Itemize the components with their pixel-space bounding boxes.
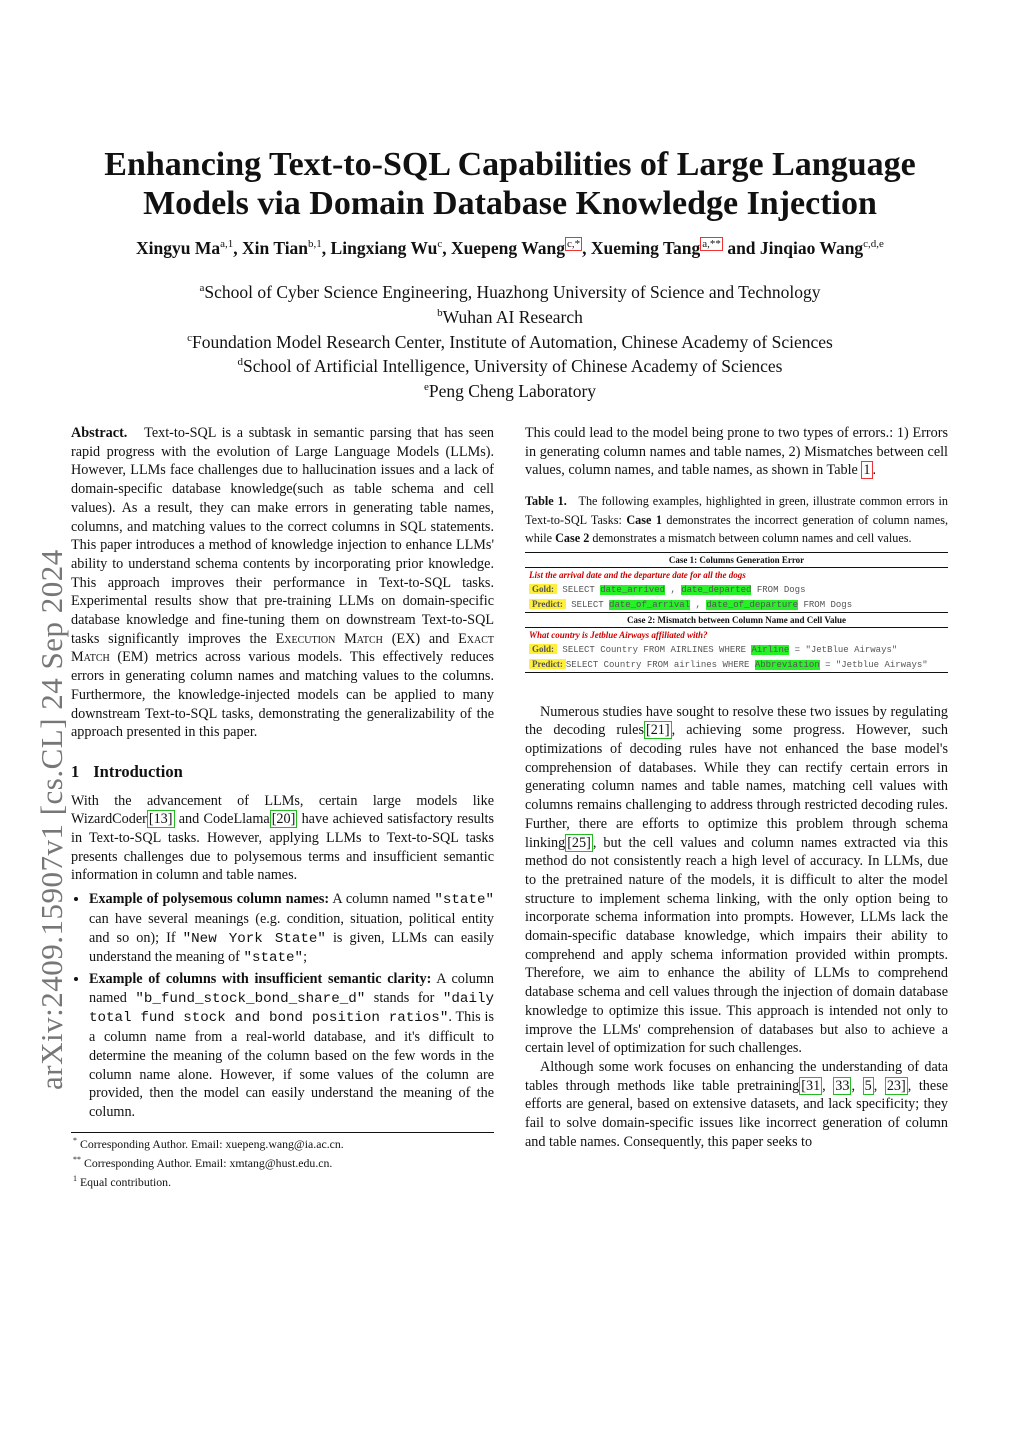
footnote-mark: * bbox=[73, 1135, 77, 1145]
predict-tag: Predict: bbox=[529, 599, 566, 609]
citation-link[interactable]: [25] bbox=[567, 834, 591, 851]
sql-text: SELECT Country FROM airlines WHERE bbox=[565, 659, 755, 670]
body-text: stands for bbox=[365, 989, 443, 1006]
body-text: is given, LLMs can easily understand the meaning of bbox=[89, 929, 495, 966]
sql-text: , bbox=[665, 584, 682, 595]
body-text: , these efforts are general, based on extensive datasets, and lack specificity; they fail to solve domain-specific issues like incorrect generation of column and table names. Consequently, this paper seeks to bbox=[525, 1077, 949, 1150]
author-name: Jinqiao Wang bbox=[759, 238, 864, 258]
body-text: . This is a column name from a real-world database, and it's difficult to determine the meaning of the column based on the few words in the column name alone. However, if some values of the column are provided, then the model can easily understand the meaning of the column. bbox=[89, 1009, 494, 1120]
code-term: "New York State" bbox=[182, 930, 326, 947]
affiliation bbox=[60, 377, 960, 402]
sql-text: = "JetBlue Airways" bbox=[789, 644, 898, 655]
table-row bbox=[525, 552, 948, 567]
left-column bbox=[71, 424, 494, 1191]
affiliation bbox=[60, 303, 960, 328]
caption-text: The following examples, highlighted in green, illustrate common errors in Text-to-SQL Tasks: bbox=[525, 494, 949, 527]
affiliation-text: Peng Cheng Laboratory bbox=[428, 381, 597, 402]
footnote-text: Corresponding Author. Email: xuepeng.wang@ia.ac.cn. bbox=[79, 1136, 344, 1151]
example-list bbox=[71, 890, 494, 1121]
code-term: "state" bbox=[243, 950, 304, 967]
author-list: Xingyu Ma$^{a,1}$, Xin Tian$^{b,1}$, Lingxiang Wu$^c$, Xuepeng Wang $^{c,*}$ , Xueming Tang $^{a,**}$ and Jinqiao Wang$^{c,d,e}$ bbox=[136, 238, 884, 258]
highlighted-column: Abbreviation bbox=[754, 659, 820, 670]
affiliation-mark: a bbox=[199, 282, 205, 294]
arxiv-identifier: arXiv:2409.15907v1 [cs.CL] 24 Sep 2024 bbox=[34, 549, 69, 1090]
body-text: , but the cell values and column names extracted via this method do not consistently reach a high level of accuracy. In LLMs, due to the pretrained nature of the models, it is difficult to alter the model structure to implement schema linking, with the only option being to incorporate schema information into prompts. However, LLMs lack the domain-specific database knowledge, which impairs their ability to comprehend and apply schema information provided within prompts. Therefore, we aim to enhance the ability of LLMs to comprehend database schema and cell values through the injection of domain database knowledge to optimize this issue. This approach is intended not only to improve the LLMs' comprehension of databases but also to achieve a certain level of optimization for such challenges. bbox=[525, 834, 948, 1057]
section-title: Introduction bbox=[93, 761, 183, 781]
body-text: This could lead to the model being prone to two types of errors.: 1) Errors in generating column names and table names, 2) Mismatches between cell values, column names, and table names, as shown in Table bbox=[525, 425, 948, 479]
code-term: "daily total fund stock and bond position ratios" bbox=[89, 990, 494, 1027]
citation-link[interactable]: [13] bbox=[148, 811, 173, 828]
section-number: 1 bbox=[71, 761, 80, 781]
author-name: Lingxiang Wu bbox=[330, 238, 438, 258]
predict-tag: Predict: bbox=[529, 659, 566, 669]
footnote-text: Equal contribution. bbox=[79, 1175, 172, 1190]
table-caption bbox=[525, 492, 948, 548]
citation-link[interactable]: [31 bbox=[801, 1077, 821, 1094]
affiliation bbox=[60, 352, 960, 377]
body-text: , achieving some progress. However, such optimizations of decoding rules have not enhanced the base model's comprehension of databases. While they can rectify certain errors in generating column names and table names, matching cell values with columns remains challenging to address through restricted decoding rules. Further, there are efforts to optimize this problem through schema linking bbox=[525, 722, 949, 851]
affiliation-mark: c bbox=[187, 331, 193, 344]
caption-bold: Case 2 bbox=[555, 531, 590, 546]
affiliation-text: Foundation Model Research Center, Institute of Automation, Chinese Academy of Sciences bbox=[192, 331, 833, 352]
table-row bbox=[525, 597, 948, 613]
table-row bbox=[525, 567, 948, 582]
author-affil-mark: c,d,e bbox=[863, 238, 884, 251]
abstract-text: (EM) metrics across various models. This effectively reduces errors in generating column names and matching values to the columns. Furthermore, the knowledge-injected models can be applied to many downstream Text-to-SQL tasks, demonstrating the generalizability of the approach presented in this paper. bbox=[71, 649, 494, 741]
body-paragraph: Although some work focuses on enhancing the understanding of data tables through methods like table pretraining [31 , 33 , 5 , 23] , these efforts are general, based on extensive datasets, and lack specificity; they fail to solve domain-specific issues like incorrect generation of column and table names. Consequently, this paper seeks to bbox=[525, 1058, 949, 1150]
body-text: and CodeLlama bbox=[174, 811, 270, 828]
affiliation bbox=[60, 278, 960, 303]
citation-link[interactable]: [21] bbox=[645, 722, 670, 739]
footnote bbox=[73, 1171, 494, 1190]
code-term: "state" bbox=[434, 892, 494, 909]
table-row bbox=[525, 657, 948, 673]
affiliation-text: Wuhan AI Research bbox=[442, 306, 583, 327]
author-name: Xin Tian bbox=[242, 238, 309, 258]
footnote-text: Corresponding Author. Email: xmtang@hust.edu.cn. bbox=[83, 1155, 333, 1170]
caption-text: demonstrates a mismatch between column names and cell values. bbox=[589, 531, 912, 546]
right-column bbox=[525, 424, 948, 1151]
case-header: Case 1: Columns Generation Error bbox=[525, 552, 948, 567]
affiliation-mark: b bbox=[437, 306, 443, 319]
affiliation-text: School of Cyber Science Engineering, Huazhong University of Science and Technology bbox=[204, 281, 821, 302]
case-question: What country is Jetblue Airways affiliated with? bbox=[525, 627, 948, 642]
body-text: A column named bbox=[89, 970, 495, 1006]
body-text: Numerous studies have sought to resolve these two issues by regulating the decoding rules bbox=[525, 703, 948, 739]
section-heading-introduction bbox=[71, 763, 494, 782]
highlighted-column: date_of_arrival bbox=[609, 599, 691, 610]
abstract-label: Abstract. bbox=[71, 425, 128, 441]
paper-title: Enhancing Text-to-SQL Capabilities of Large Language Models via Domain Database Knowledge Injection bbox=[104, 146, 916, 222]
citation-link[interactable]: 23] bbox=[886, 1077, 906, 1094]
affiliation-mark: e bbox=[423, 381, 429, 394]
highlighted-column: date_arrived bbox=[600, 584, 666, 595]
citation-link[interactable]: 33 bbox=[835, 1077, 850, 1094]
corresponding-author-link[interactable]: c,* bbox=[566, 238, 581, 251]
body-text: can have several meanings (e.g. condition, situation, political entity and so on); If bbox=[89, 910, 494, 946]
highlighted-column: date_of_departure bbox=[706, 599, 799, 610]
body-text: With the advancement of LLMs, certain large models like WizardCoder bbox=[71, 792, 494, 828]
sql-text: FROM Dogs bbox=[798, 599, 853, 610]
table-ref-link[interactable]: 1 bbox=[863, 462, 871, 479]
highlighted-column: Airline bbox=[751, 644, 790, 655]
case-header: Case 2: Mismatch between Column Name and Cell Value bbox=[525, 612, 948, 627]
gold-tag: Gold: bbox=[529, 644, 557, 654]
metric-name-em: Exact Match bbox=[71, 630, 495, 666]
metric-name-ex: Execution Match bbox=[275, 630, 383, 647]
highlighted-column: date_departed bbox=[681, 584, 752, 595]
abstract bbox=[71, 424, 494, 742]
footnote bbox=[73, 1152, 494, 1171]
spacer bbox=[525, 673, 948, 703]
code-term: "b_fund_stock_bond_share_d" bbox=[135, 990, 366, 1007]
error-examples-table bbox=[525, 552, 948, 673]
body-paragraph bbox=[525, 703, 948, 1058]
gold-tag: Gold: bbox=[529, 584, 557, 594]
table-row bbox=[525, 582, 948, 597]
citation-link[interactable]: [20] bbox=[271, 811, 296, 828]
bullet-label: Example of columns with insufficient semantic clarity: bbox=[89, 970, 432, 987]
table-row bbox=[525, 642, 948, 657]
affiliation-mark: d bbox=[237, 356, 244, 369]
citation-link[interactable]: 5 bbox=[864, 1077, 872, 1094]
case-question: List the arrival date and the departure date for all the dogs bbox=[525, 567, 948, 582]
sql-text: SELECT bbox=[571, 599, 610, 610]
sql-text: SELECT bbox=[562, 584, 601, 595]
body-paragraph bbox=[525, 424, 948, 480]
caption-bold: Case 1 bbox=[626, 512, 662, 527]
intro-paragraph bbox=[71, 792, 494, 886]
footnote-mark: 1 bbox=[73, 1174, 77, 1184]
sql-text: SELECT Country FROM AIRLINES WHERE bbox=[562, 644, 752, 655]
author-name: Xingyu Ma bbox=[136, 238, 221, 258]
corresponding-author-link[interactable]: a,** bbox=[702, 238, 721, 251]
table-row bbox=[525, 627, 948, 642]
table-row bbox=[525, 612, 948, 627]
body-text: Although some work focuses on enhancing the understanding of data tables through methods like table pretraining bbox=[525, 1058, 948, 1094]
affiliation bbox=[60, 328, 960, 353]
list-item bbox=[89, 970, 494, 1122]
body-text: have achieved satisfactory results in Text-to-SQL tasks. However, applying LLMs to Text-to-SQL tasks presents challenges due to polysemous terms and insufficient semantic information in column and table names. bbox=[71, 811, 494, 884]
table-label: Table 1. bbox=[525, 494, 567, 509]
sql-line-predict bbox=[525, 597, 948, 613]
sql-text: = "Jetblue Airways" bbox=[819, 659, 928, 670]
sql-line-predict bbox=[525, 657, 948, 673]
affiliation-text: School of Artificial Intelligence, University of Chinese Academy of Sciences bbox=[243, 356, 783, 377]
sql-text: , bbox=[690, 599, 707, 610]
caption-text: demonstrates the incorrect generation of column names, while bbox=[525, 512, 948, 546]
affiliations bbox=[60, 278, 960, 402]
body-text: ; bbox=[303, 949, 308, 966]
author-affil-mark: a,1 bbox=[220, 238, 234, 251]
abstract-text: Text-to-SQL is a subtask in semantic parsing that has seen rapid progress with the evolution of Large Language Models (LLMs). However, LLMs face challenges due to hallucination issues and a lack of domain-specific database knowledge(such as table schema and cell values). As a result, they can make errors in generating table names, columns, and matching values to the correct columns in SQL statements. This paper introduces a method of knowledge injection to enhance LLMs' ability to understand schema contents by incorporating prior knowledge. This approach improves their performance in Text-to-SQL tasks. Experimental results show that pre-training LLMs on domain-specific database knowledge and fine-tuning them on downstream Text-to-SQL tasks significantly improves the bbox=[71, 425, 494, 647]
body-text: . bbox=[872, 462, 877, 479]
body-text: A column named bbox=[329, 891, 435, 908]
sql-line-gold bbox=[525, 582, 948, 597]
sql-line-gold bbox=[525, 642, 948, 657]
author-name: Xuepeng Wang bbox=[451, 238, 565, 258]
abstract-text: (EX) and bbox=[391, 630, 450, 647]
list-item bbox=[89, 890, 494, 968]
footnote-mark: ** bbox=[73, 1155, 81, 1165]
author-name: Xueming Tang bbox=[590, 238, 701, 258]
author-affil-mark: c bbox=[437, 238, 443, 251]
sql-text: FROM Dogs bbox=[751, 584, 806, 595]
bullet-label: Example of polysemous column names: bbox=[89, 891, 330, 908]
author-affil-mark: b,1 bbox=[308, 238, 322, 251]
footnote bbox=[73, 1133, 494, 1152]
